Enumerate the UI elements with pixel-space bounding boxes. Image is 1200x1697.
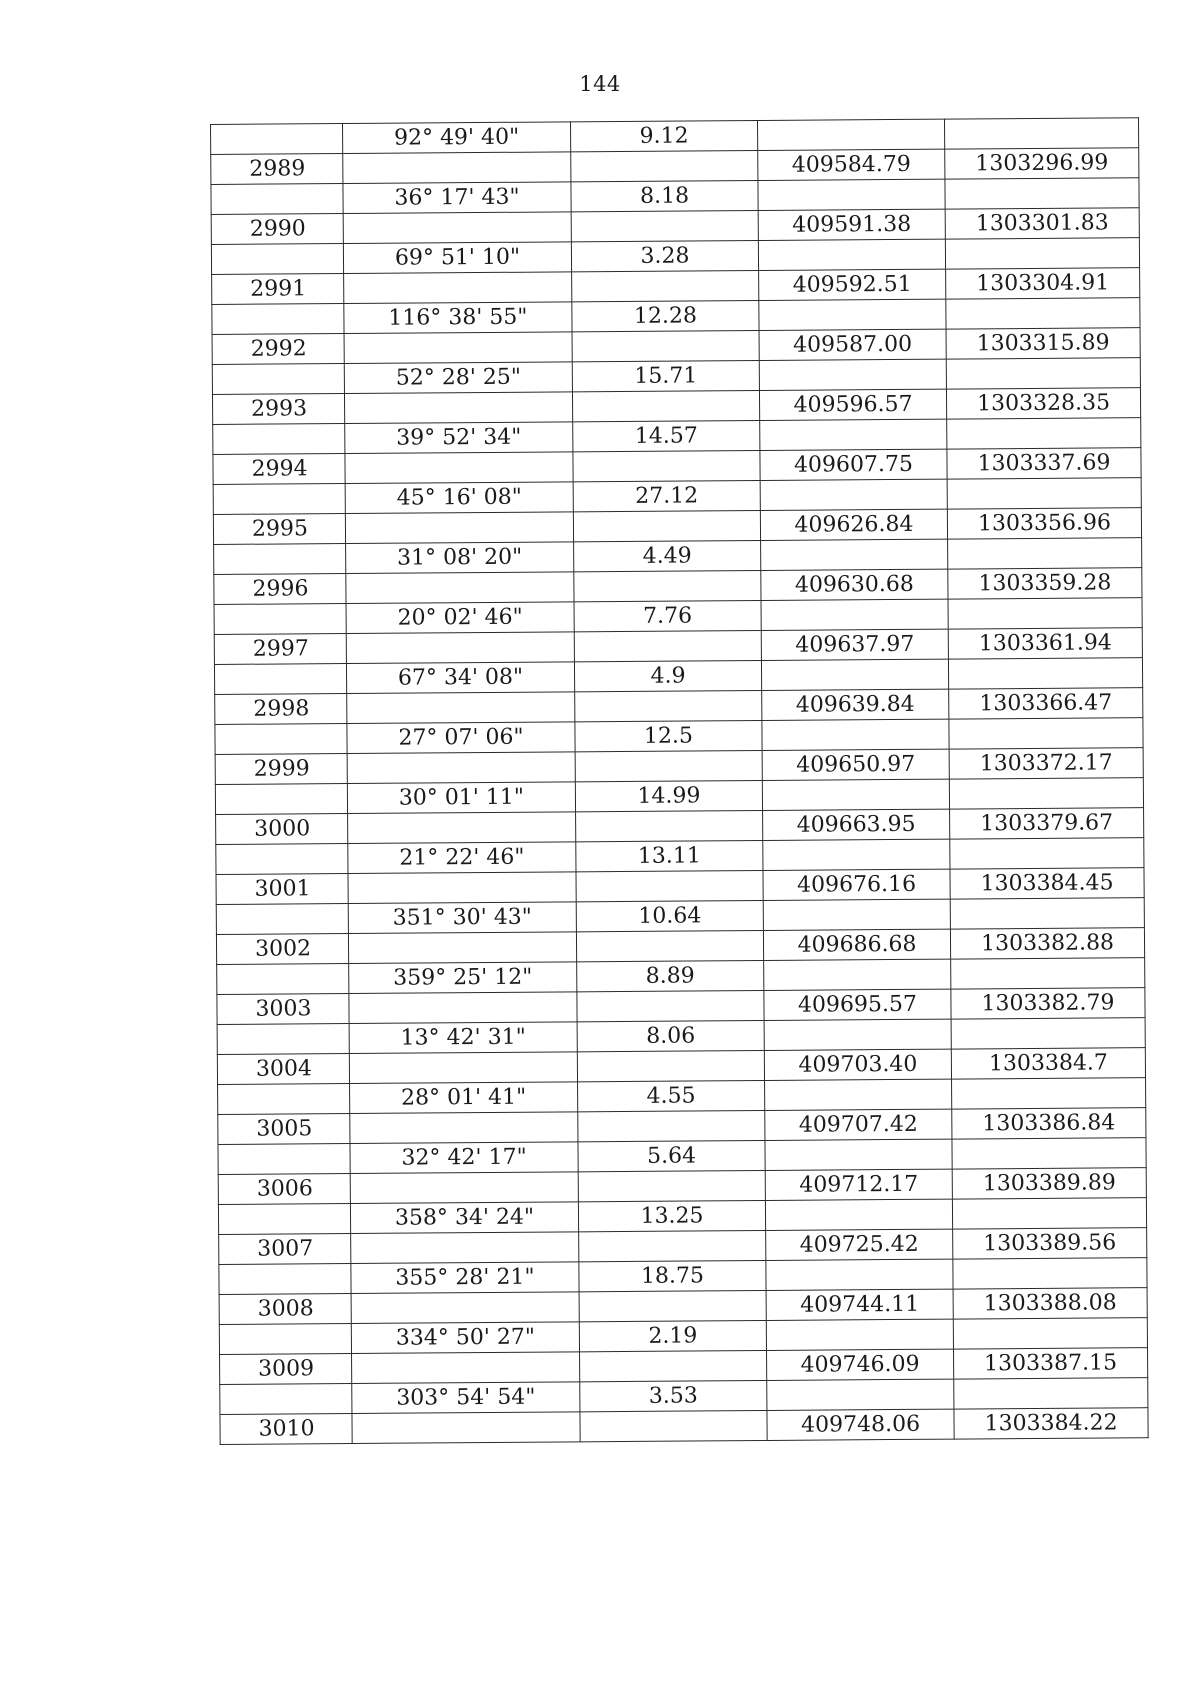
station-cell <box>212 304 344 335</box>
easting-cell: 1303389.89 <box>952 1168 1146 1199</box>
bearing-cell <box>344 392 572 424</box>
distance-cell: 5.64 <box>578 1140 765 1171</box>
northing-cell <box>759 299 946 330</box>
distance-cell: 13.25 <box>578 1200 765 1231</box>
distance-cell: 2.19 <box>579 1320 766 1351</box>
station-cell: 3010 <box>220 1413 352 1444</box>
easting-cell <box>951 958 1145 989</box>
distance-cell <box>575 750 762 781</box>
easting-cell <box>952 1198 1146 1229</box>
station-cell <box>215 724 347 755</box>
bearing-cell <box>344 332 572 364</box>
northing-cell: 409591.38 <box>758 209 945 240</box>
bearing-cell <box>349 992 577 1024</box>
bearing-cell: 359° 25' 12" <box>349 962 577 994</box>
northing-cell: 409592.51 <box>759 269 946 300</box>
station-cell: 2992 <box>212 334 344 365</box>
northing-cell <box>762 719 949 750</box>
distance-cell <box>573 450 760 481</box>
easting-cell <box>946 298 1140 329</box>
distance-cell <box>574 630 761 661</box>
easting-cell <box>948 658 1142 689</box>
station-cell: 3008 <box>219 1293 351 1324</box>
bearing-cell: 31° 08' 20" <box>346 542 574 574</box>
northing-cell: 409607.75 <box>760 449 947 480</box>
bearing-cell <box>348 932 576 964</box>
easting-cell <box>949 718 1143 749</box>
easting-cell: 1303296.99 <box>945 148 1139 179</box>
easting-cell <box>951 1018 1145 1049</box>
bearing-cell: 39° 52' 34" <box>345 422 573 454</box>
easting-cell <box>954 1378 1148 1409</box>
bearing-cell: 67° 34' 08" <box>346 662 574 694</box>
station-cell: 2996 <box>214 574 346 605</box>
bearing-cell <box>349 1052 577 1084</box>
distance-cell <box>573 510 760 541</box>
easting-cell: 1303315.89 <box>946 328 1140 359</box>
station-cell: 3002 <box>216 934 348 965</box>
bearing-cell: 28° 01' 41" <box>350 1082 578 1114</box>
distance-cell <box>579 1230 766 1261</box>
easting-cell: 1303359.28 <box>948 568 1142 599</box>
northing-cell: 409703.40 <box>764 1049 951 1080</box>
easting-cell: 1303361.94 <box>948 628 1142 659</box>
distance-cell: 3.28 <box>571 240 758 271</box>
northing-cell <box>757 119 944 150</box>
northing-cell: 409663.95 <box>763 809 950 840</box>
easting-cell <box>945 178 1139 209</box>
station-cell <box>217 964 349 995</box>
easting-cell <box>952 1138 1146 1169</box>
station-cell <box>219 1323 351 1354</box>
easting-cell <box>948 538 1142 569</box>
bearing-cell <box>348 812 576 844</box>
easting-cell <box>947 418 1141 449</box>
northing-cell <box>761 659 948 690</box>
bearing-cell <box>344 272 572 304</box>
easting-cell: 1303304.91 <box>946 268 1140 299</box>
page-number: 144 <box>579 72 621 96</box>
bearing-cell <box>350 1112 578 1144</box>
distance-cell: 9.12 <box>570 120 757 151</box>
survey-table-body <box>211 118 1149 1445</box>
easting-cell: 1303356.96 <box>947 508 1141 539</box>
northing-cell: 409596.57 <box>759 389 946 420</box>
northing-cell <box>763 839 950 870</box>
station-cell <box>211 184 343 215</box>
distance-cell: 4.49 <box>574 540 761 571</box>
station-cell: 2991 <box>212 274 344 305</box>
bearing-cell <box>347 692 575 724</box>
station-cell <box>215 784 347 815</box>
station-cell: 3005 <box>218 1114 350 1145</box>
distance-cell <box>576 870 763 901</box>
northing-cell <box>761 539 948 570</box>
northing-cell <box>765 1199 952 1230</box>
northing-cell: 409637.97 <box>761 629 948 660</box>
bearing-cell: 13° 42' 31" <box>349 1022 577 1054</box>
station-cell <box>211 244 343 275</box>
easting-cell: 1303379.67 <box>950 808 1144 839</box>
easting-cell <box>945 238 1139 269</box>
station-cell <box>217 1024 349 1055</box>
northing-cell <box>760 479 947 510</box>
distance-cell <box>575 690 762 721</box>
station-cell <box>218 1144 350 1175</box>
bearing-cell <box>348 872 576 904</box>
easting-cell: 1303386.84 <box>952 1108 1146 1139</box>
easting-cell <box>953 1318 1147 1349</box>
bearing-cell <box>351 1232 579 1264</box>
easting-cell: 1303382.79 <box>951 988 1145 1019</box>
easting-cell: 1303382.88 <box>950 928 1144 959</box>
easting-cell: 1303384.45 <box>950 868 1144 899</box>
northing-cell <box>766 1319 953 1350</box>
bearing-cell: 69° 51' 10" <box>343 242 571 274</box>
bearing-cell <box>347 752 575 784</box>
station-cell <box>212 364 344 395</box>
distance-cell: 7.76 <box>574 600 761 631</box>
distance-cell: 27.12 <box>573 480 760 511</box>
easting-cell: 1303366.47 <box>949 688 1143 719</box>
northing-cell <box>758 239 945 270</box>
distance-cell <box>579 1290 766 1321</box>
northing-cell <box>762 779 949 810</box>
distance-cell <box>580 1410 767 1441</box>
bearing-cell <box>351 1292 579 1324</box>
station-cell <box>218 1203 350 1234</box>
distance-cell <box>572 390 759 421</box>
bearing-cell: 334° 50' 27" <box>351 1322 579 1354</box>
northing-cell: 409748.06 <box>767 1409 954 1440</box>
station-cell: 3009 <box>220 1353 352 1384</box>
station-cell: 2998 <box>215 694 347 725</box>
survey-coordinates-table <box>210 117 1149 1445</box>
station-cell: 3006 <box>218 1174 350 1205</box>
easting-cell <box>949 778 1143 809</box>
distance-cell: 18.75 <box>579 1260 766 1291</box>
distance-cell <box>571 150 758 181</box>
northing-cell: 409746.09 <box>767 1349 954 1380</box>
northing-cell: 409584.79 <box>758 149 945 180</box>
station-cell <box>214 544 346 575</box>
easting-cell <box>944 118 1138 149</box>
distance-cell <box>576 930 763 961</box>
northing-cell <box>759 359 946 390</box>
station-cell: 3003 <box>217 994 349 1025</box>
easting-cell <box>946 358 1140 389</box>
distance-cell: 12.28 <box>572 300 759 331</box>
northing-cell <box>761 599 948 630</box>
bearing-cell: 36° 17' 43" <box>343 182 571 214</box>
bearing-cell <box>343 152 571 184</box>
bearing-cell: 27° 07' 06" <box>347 722 575 754</box>
easting-cell: 1303384.22 <box>954 1408 1148 1439</box>
station-cell <box>211 124 343 155</box>
northing-cell <box>765 1139 952 1170</box>
station-cell: 3004 <box>217 1054 349 1085</box>
station-cell <box>216 904 348 935</box>
station-cell: 2995 <box>213 514 345 545</box>
northing-cell: 409712.17 <box>765 1169 952 1200</box>
northing-cell <box>764 959 951 990</box>
distance-cell <box>572 270 759 301</box>
northing-cell <box>763 899 950 930</box>
station-cell: 2997 <box>214 634 346 665</box>
station-cell <box>216 844 348 875</box>
distance-cell: 8.18 <box>571 180 758 211</box>
station-cell <box>219 1263 351 1294</box>
bearing-cell: 92° 49' 40" <box>343 122 571 154</box>
distance-cell <box>572 330 759 361</box>
distance-cell <box>578 1110 765 1141</box>
station-cell <box>214 664 346 695</box>
easting-cell <box>950 898 1144 929</box>
station-cell: 3000 <box>216 814 348 845</box>
distance-cell: 14.57 <box>573 420 760 451</box>
station-cell: 2999 <box>215 754 347 785</box>
easting-cell <box>952 1078 1146 1109</box>
bearing-cell: 355° 28' 21" <box>351 1262 579 1294</box>
distance-cell: 8.89 <box>577 960 764 991</box>
northing-cell: 409725.42 <box>766 1229 953 1260</box>
northing-cell: 409686.68 <box>763 929 950 960</box>
station-cell: 2989 <box>211 154 343 185</box>
easting-cell: 1303337.69 <box>947 448 1141 479</box>
station-cell: 2990 <box>211 214 343 245</box>
easting-cell: 1303372.17 <box>949 748 1143 779</box>
bearing-cell <box>345 452 573 484</box>
table-row-station <box>220 1408 1148 1445</box>
bearing-cell <box>352 1352 580 1384</box>
station-cell: 3007 <box>219 1233 351 1264</box>
bearing-cell <box>346 632 574 664</box>
bearing-cell: 358° 34' 24" <box>350 1202 578 1234</box>
northing-cell <box>758 179 945 210</box>
northing-cell: 409744.11 <box>766 1289 953 1320</box>
bearing-cell <box>343 212 571 244</box>
distance-cell <box>578 1170 765 1201</box>
station-cell <box>213 484 345 515</box>
station-cell <box>213 424 345 455</box>
easting-cell <box>953 1258 1147 1289</box>
northing-cell <box>760 419 947 450</box>
bearing-cell <box>352 1412 580 1444</box>
distance-cell <box>576 810 763 841</box>
distance-cell: 10.64 <box>576 900 763 931</box>
northing-cell: 409695.57 <box>764 989 951 1020</box>
bearing-cell: 21° 22' 46" <box>348 842 576 874</box>
distance-cell: 13.11 <box>576 840 763 871</box>
distance-cell: 4.9 <box>574 660 761 691</box>
station-cell: 3001 <box>216 874 348 905</box>
bearing-cell: 52° 28' 25" <box>344 362 572 394</box>
northing-cell <box>766 1259 953 1290</box>
easting-cell <box>947 478 1141 509</box>
distance-cell: 12.5 <box>575 720 762 751</box>
northing-cell: 409676.16 <box>763 869 950 900</box>
northing-cell: 409630.68 <box>761 569 948 600</box>
easting-cell: 1303387.15 <box>954 1348 1148 1379</box>
distance-cell: 3.53 <box>580 1380 767 1411</box>
bearing-cell: 32° 42' 17" <box>350 1142 578 1174</box>
distance-cell <box>577 1050 764 1081</box>
northing-cell: 409587.00 <box>759 329 946 360</box>
station-cell: 2994 <box>213 454 345 485</box>
distance-cell: 15.71 <box>572 360 759 391</box>
bearing-cell <box>345 512 573 544</box>
station-cell <box>214 604 346 635</box>
bearing-cell: 45° 16' 08" <box>345 482 573 514</box>
distance-cell <box>574 570 761 601</box>
easting-cell <box>950 838 1144 869</box>
northing-cell <box>767 1379 954 1410</box>
easting-cell: 1303328.35 <box>946 388 1140 419</box>
bearing-cell <box>350 1172 578 1204</box>
northing-cell: 409707.42 <box>765 1109 952 1140</box>
easting-cell: 1303384.7 <box>951 1048 1145 1079</box>
distance-cell: 14.99 <box>575 780 762 811</box>
distance-cell <box>577 990 764 1021</box>
easting-cell: 1303301.83 <box>945 208 1139 239</box>
bearing-cell: 351° 30' 43" <box>348 902 576 934</box>
station-cell: 2993 <box>212 394 344 425</box>
bearing-cell: 116° 38' 55" <box>344 302 572 334</box>
northing-cell: 409626.84 <box>760 509 947 540</box>
easting-cell <box>948 598 1142 629</box>
northing-cell: 409639.84 <box>762 689 949 720</box>
distance-cell <box>571 210 758 241</box>
bearing-cell: 20° 02' 46" <box>346 602 574 634</box>
easting-cell: 1303388.08 <box>953 1288 1147 1319</box>
northing-cell <box>764 1019 951 1050</box>
distance-cell: 8.06 <box>577 1020 764 1051</box>
bearing-cell: 303° 54' 54" <box>352 1382 580 1414</box>
station-cell <box>220 1383 352 1414</box>
northing-cell <box>765 1079 952 1110</box>
northing-cell: 409650.97 <box>762 749 949 780</box>
station-cell <box>218 1084 350 1115</box>
bearing-cell <box>346 572 574 604</box>
distance-cell <box>580 1350 767 1381</box>
easting-cell: 1303389.56 <box>953 1228 1147 1259</box>
bearing-cell: 30° 01' 11" <box>347 782 575 814</box>
distance-cell: 4.55 <box>578 1080 765 1111</box>
